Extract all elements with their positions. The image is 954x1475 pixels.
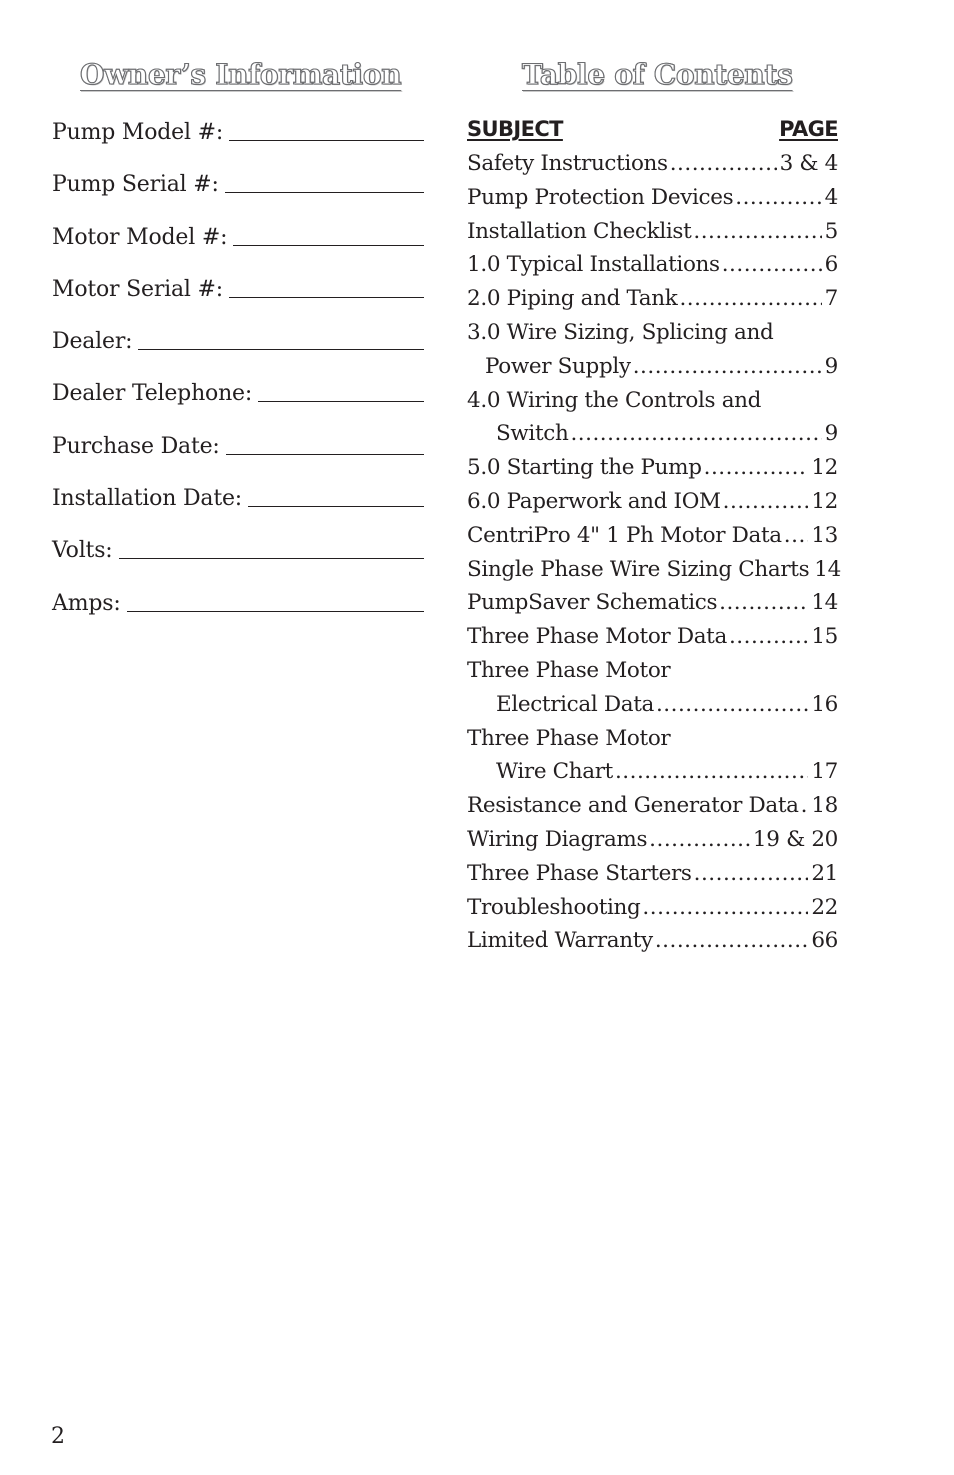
toc-entry-line (467, 248, 838, 282)
toc-entry-title: Power Supply (485, 353, 631, 379)
toc-entry-line (467, 620, 838, 654)
owner-field-label: Motor Serial #: (52, 276, 224, 302)
toc-dot-leader (784, 519, 809, 553)
toc-entry-page: 14 (814, 556, 841, 582)
owner-field-blank-line (226, 454, 424, 455)
toc-entry-page: 5 (824, 218, 838, 244)
toc-entry-title: 4.0 Wiring the Controls and (467, 387, 762, 413)
toc-entry-title: Switch (496, 421, 569, 447)
toc-entry (467, 924, 838, 958)
page-number: 2 (51, 1424, 65, 1449)
owner-field-blank-line (229, 297, 424, 298)
toc-entry (467, 891, 838, 925)
toc-entry (467, 181, 838, 215)
toc-dot-leader (801, 789, 809, 823)
owner-field-label: Pump Serial #: (52, 172, 219, 198)
toc-entry-page: 4 (824, 184, 838, 210)
toc-entry-page: 12 (811, 488, 838, 514)
toc-entry-title: 2.0 Piping and Tank (467, 286, 678, 312)
toc-dot-leader (649, 823, 750, 857)
toc-entry-line (467, 789, 838, 823)
toc-dot-leader (719, 586, 808, 620)
owner-field (52, 198, 424, 250)
owner-information-form (52, 116, 424, 617)
owner-field (52, 564, 424, 616)
toc-entry (467, 586, 838, 620)
owner-field (52, 355, 424, 407)
table-of-contents (467, 116, 841, 958)
toc-entry-page: 18 (811, 793, 838, 819)
toc-entry-title: Three Phase Starters (467, 860, 692, 886)
owner-field (52, 116, 424, 146)
toc-entry-title: Electrical Data (496, 691, 654, 717)
owner-field (52, 512, 424, 564)
toc-entry-line (467, 350, 838, 384)
toc-entry-line (467, 282, 838, 316)
toc-dot-leader (570, 417, 821, 451)
toc-entry-line (467, 451, 838, 485)
toc-entry-line (467, 924, 838, 958)
toc-entry-page: 7 (824, 286, 838, 312)
owner-field-blank-line (229, 140, 424, 141)
owner-field-blank-line (138, 349, 424, 350)
page-column-header: PAGE (779, 117, 838, 141)
toc-column-headers (467, 116, 838, 147)
toc-entry-title: Three Phase Motor (467, 725, 671, 751)
owner-field-label: Motor Model #: (52, 224, 228, 250)
toc-entry-line (467, 553, 841, 587)
toc-dot-leader (656, 688, 808, 722)
toc-entry-title: Wire Chart (496, 759, 613, 785)
toc-entry-line (467, 654, 838, 688)
toc-entry (467, 282, 838, 316)
toc-entry-title: 6.0 Paperwork and IOM (467, 488, 721, 514)
owner-field (52, 460, 424, 512)
toc-entry-title: PumpSaver Schematics (467, 590, 718, 616)
toc-entry-page: 22 (811, 894, 838, 920)
owner-field-blank-line (127, 611, 424, 612)
toc-entry-title: 1.0 Typical Installations (467, 252, 720, 278)
toc-dot-leader (693, 215, 821, 249)
toc-entry-title: 3.0 Wire Sizing, Splicing and (467, 319, 774, 345)
toc-entry (467, 789, 838, 823)
owner-information-heading: Owner’s Information (80, 58, 402, 91)
toc-entry (467, 654, 838, 722)
toc-entry-page: 9 (824, 353, 838, 379)
owner-field-blank-line (248, 506, 424, 507)
owner-field-label: Dealer Telephone: (52, 381, 253, 407)
toc-entry (467, 722, 838, 790)
toc-entry (467, 857, 838, 891)
toc-entry (467, 147, 838, 181)
toc-entry (467, 620, 838, 654)
toc-dot-leader (655, 924, 808, 958)
toc-entry (467, 215, 838, 249)
owner-field-label: Dealer: (52, 329, 133, 355)
owner-field (52, 303, 424, 355)
toc-entry-page: 66 (811, 928, 838, 954)
toc-entry-line (467, 891, 838, 925)
toc-dot-leader (729, 620, 808, 654)
toc-entry-page: 21 (811, 860, 838, 886)
toc-entry-title: Three Phase Motor (467, 657, 671, 683)
toc-entry-line (467, 181, 838, 215)
owner-field (52, 251, 424, 303)
toc-entry-title: Single Phase Wire Sizing Charts (467, 556, 810, 582)
toc-entry-title: Resistance and Generator Data (467, 793, 799, 819)
toc-entry (467, 384, 838, 452)
toc-entry (467, 519, 838, 553)
toc-entry-line (467, 215, 838, 249)
toc-dot-leader (615, 755, 808, 789)
toc-entry-title: Installation Checklist (467, 218, 692, 244)
table-of-contents-heading: Table of Contents (522, 58, 793, 91)
toc-dot-leader (694, 857, 809, 891)
toc-entry-page: 6 (824, 252, 838, 278)
toc-entry (467, 823, 838, 857)
owner-field-label: Installation Date: (52, 486, 243, 512)
toc-entry-page: 12 (811, 455, 838, 481)
toc-dot-leader (722, 248, 822, 282)
toc-entry-line (467, 586, 838, 620)
toc-entry-title: Limited Warranty (467, 928, 653, 954)
toc-entry-title: CentriPro 4" 1 Ph Motor Data (467, 522, 782, 548)
toc-entry-page: 13 (811, 522, 838, 548)
toc-entry-line (467, 417, 838, 451)
toc-entry-line (467, 722, 838, 756)
toc-entry-title: Pump Protection Devices (467, 184, 734, 210)
owner-field-label: Purchase Date: (52, 433, 220, 459)
owner-field-label: Pump Model #: (52, 120, 224, 145)
toc-entry (467, 553, 841, 587)
toc-entry-title: Three Phase Motor Data (467, 624, 727, 650)
owner-field-blank-line (225, 192, 424, 193)
toc-entry-page: 16 (811, 691, 838, 717)
toc-entry-line (467, 823, 838, 857)
toc-dot-leader (633, 350, 822, 384)
toc-entry-line (467, 485, 838, 519)
toc-entry (467, 485, 838, 519)
owner-field-blank-line (119, 558, 425, 559)
owner-field (52, 407, 424, 459)
toc-entry-line (467, 857, 838, 891)
toc-entry-page: 17 (811, 759, 838, 785)
owner-field-label: Volts: (52, 538, 113, 564)
toc-entry-page: 14 (811, 590, 838, 616)
toc-entry-title: 5.0 Starting the Pump (467, 455, 702, 481)
subject-column-header: SUBJECT (467, 117, 563, 141)
toc-dot-leader (704, 451, 809, 485)
toc-entry-page: 19 & 20 (752, 826, 838, 852)
toc-entry (467, 316, 838, 384)
toc-entry-line (467, 688, 838, 722)
owner-field-blank-line (233, 245, 424, 246)
toc-entry (467, 248, 838, 282)
toc-entry-line (467, 755, 838, 789)
toc-entries (467, 147, 841, 958)
toc-dot-leader (670, 147, 777, 181)
owner-field-blank-line (258, 401, 424, 402)
toc-entry-title: Troubleshooting (467, 894, 641, 920)
toc-entry (467, 451, 838, 485)
toc-entry-title: Wiring Diagrams (467, 826, 648, 852)
toc-dot-leader (735, 181, 821, 215)
toc-dot-leader (679, 282, 821, 316)
toc-entry-page: 3 & 4 (779, 151, 838, 176)
toc-dot-leader (642, 891, 808, 925)
toc-entry-line (467, 316, 838, 350)
owner-field-label: Amps: (52, 590, 121, 616)
toc-entry-line (467, 147, 838, 181)
toc-entry-line (467, 384, 838, 418)
toc-entry-page: 15 (811, 624, 838, 650)
toc-entry-line (467, 519, 838, 553)
toc-entry-page: 9 (824, 421, 838, 447)
toc-dot-leader (723, 485, 809, 519)
toc-entry-title: Safety Instructions (467, 151, 668, 176)
owner-field (52, 146, 424, 198)
